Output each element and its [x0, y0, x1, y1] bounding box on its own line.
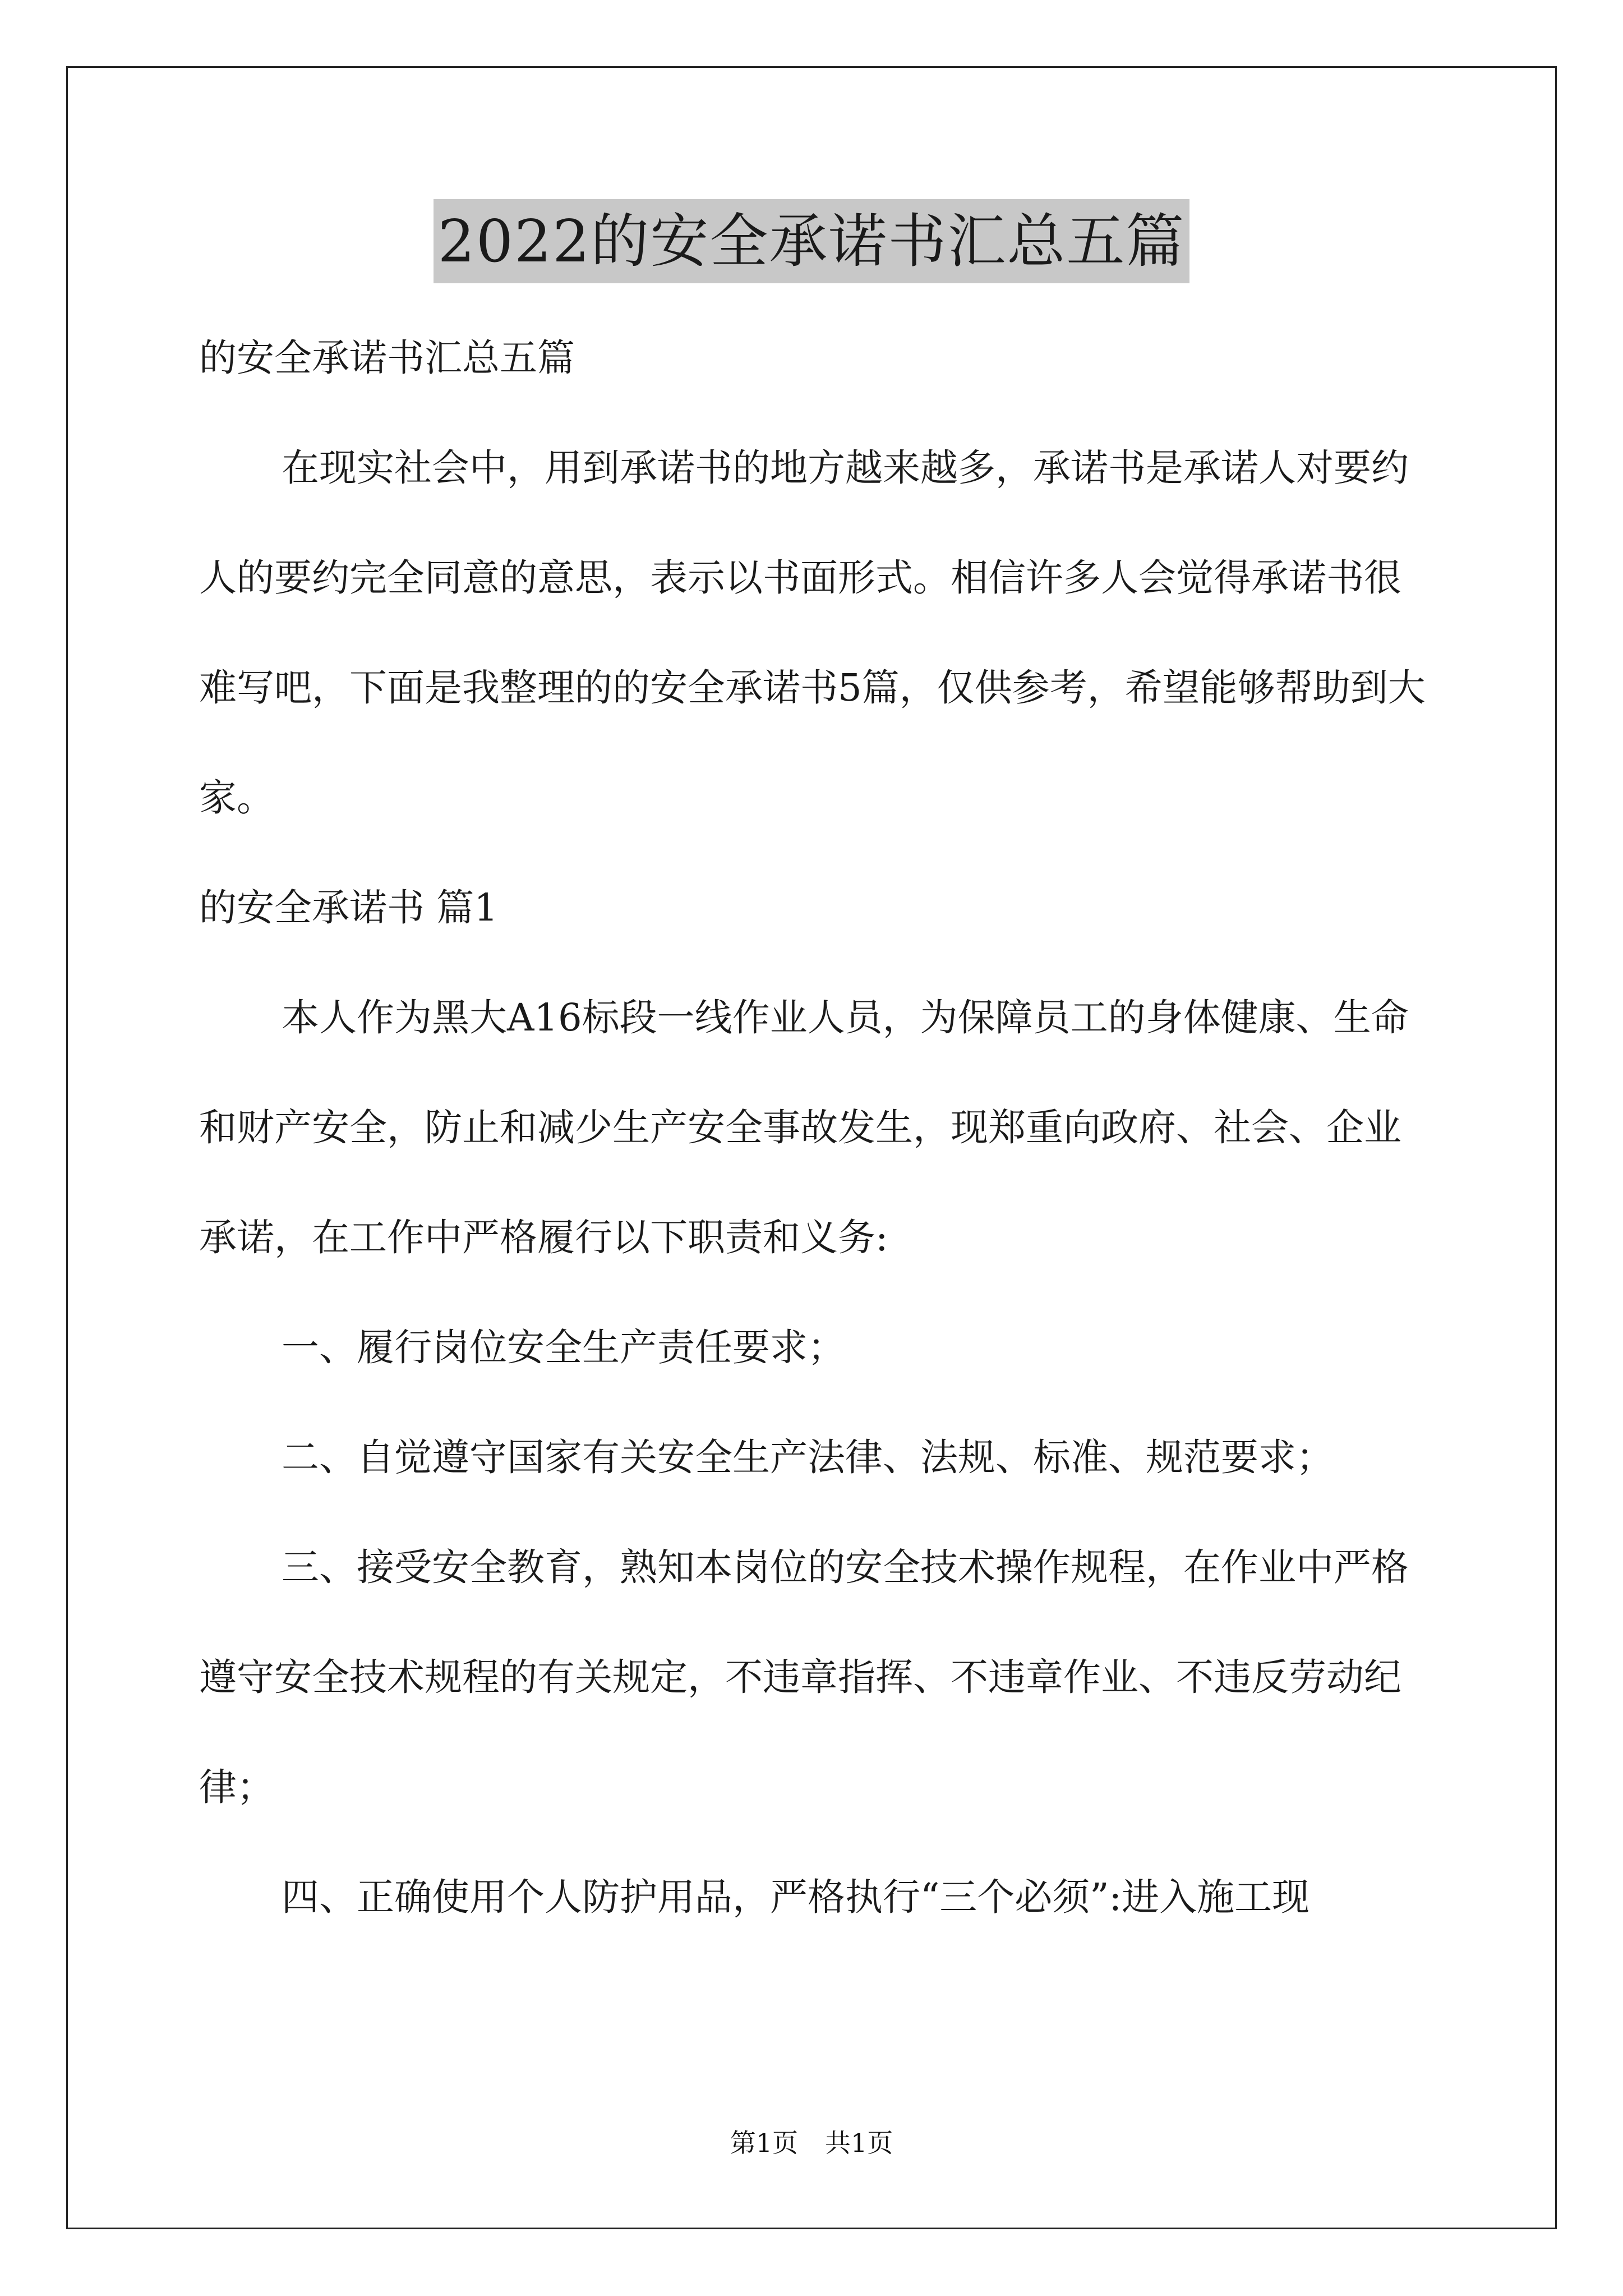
- page-total: 共1页: [825, 2128, 893, 2158]
- title-container: [0, 199, 1623, 283]
- page-number: 第1页: [730, 2128, 798, 2158]
- section-heading: 的安全承诺书 篇1: [199, 886, 498, 930]
- list-item-1: 一、履行岗位安全生产责任要求；: [282, 1326, 845, 1369]
- intro-paragraph: 在现实社会中，用到承诺书的地方越来越多，承诺书是承诺人对要约人的要约完全同意的意思，表示以书面形式。相信许多人会觉得承诺书很难写吧，下面是我整理的的安全承诺书5篇，仅供参考，希望能够帮助到大家。: [199, 446, 1426, 820]
- document-body: [199, 303, 1433, 1952]
- document-title: 2022的安全承诺书汇总五篇: [434, 199, 1190, 283]
- subtitle: 的安全承诺书汇总五篇: [199, 336, 575, 380]
- section-paragraph: 本人作为黑大A16标段一线作业人员，为保障员工的身体健康、生命和财产安全，防止和减少生产安全事故发生，现郑重向政府、社会、企业承诺，在工作中严格履行以下职责和义务:: [199, 996, 1409, 1259]
- page-footer: [0, 2126, 1623, 2160]
- list-item-3: 三、接受安全教育，熟知本岗位的安全技术操作规程，在作业中严格遵守安全技术规程的有关规定，不违章指挥、不违章作业、不违反劳动纪律；: [199, 1545, 1409, 1809]
- list-item-4: 四、正确使用个人防护用品，严格执行“三个必须”:进入施工现: [282, 1875, 1310, 1919]
- list-item-2: 二、自觉遵守国家有关安全生产法律、法规、标准、规范要求；: [282, 1435, 1334, 1479]
